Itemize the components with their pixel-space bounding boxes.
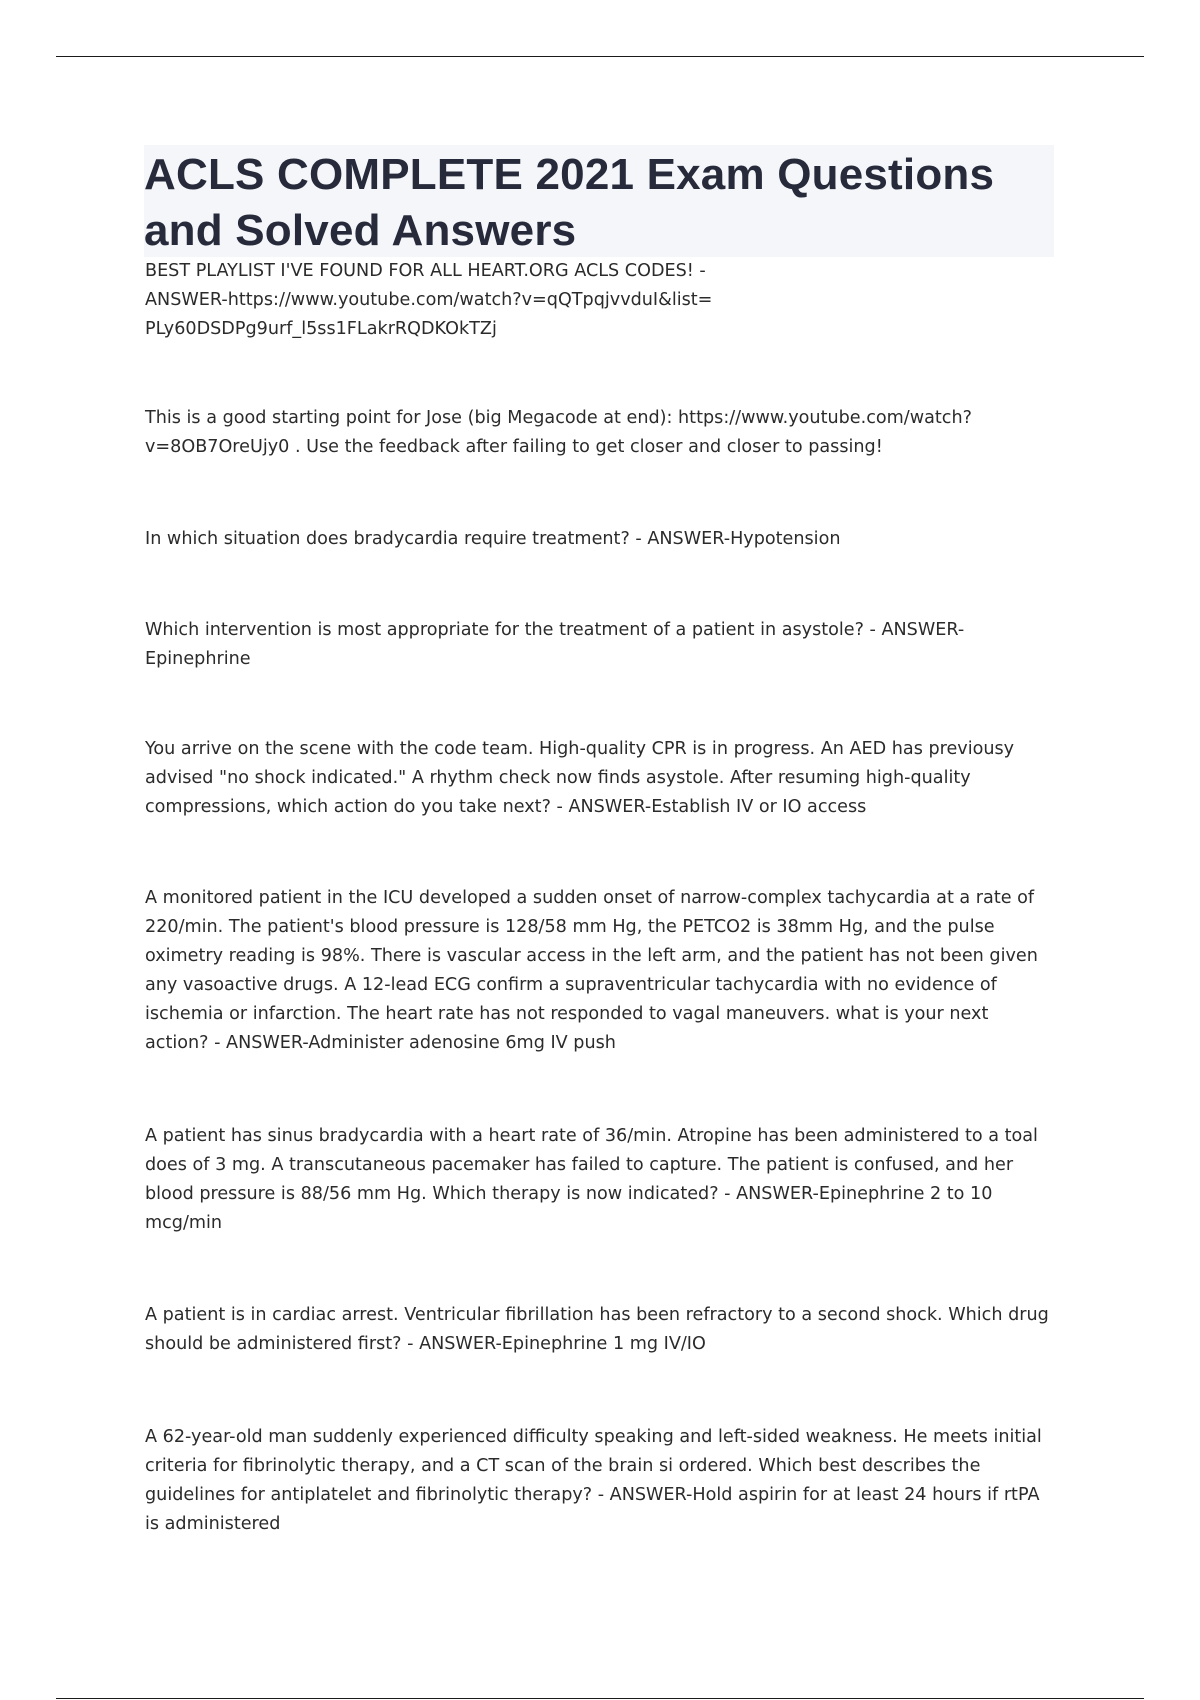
qa-entry-5	[145, 735, 1057, 822]
bottom-divider	[56, 1698, 1144, 1699]
question-text: A patient has sinus bradycardia with a heart rate of 36/min. Atropine has been administered to a toal does of 3 mg. A transcutaneous pacemaker has failed to capture. The patient is confused, and her blood pressure is 88/56 mm Hg. Which therapy is now indicated? -	[145, 1126, 1038, 1204]
question-text: In which situation does bradycardia require treatment? -	[145, 529, 642, 549]
question-text: A monitored patient in the ICU developed a sudden onset of narrow-complex tachycardia at a rate of 220/min. The patient's blood pressure is 128/58 mm Hg, the PETCO2 is 38mm Hg, and the pulse oximetry reading is 98%. There is vascular access in the left arm, and the patient has not been given any vasoactive drugs. A 12-lead ECG confirm a supraventricular tachycardia with no evidence of ischemia or infarction. The heart rate has not responded to vagal maneuvers. what is your next action? -	[145, 888, 1038, 1053]
qa-entry-1	[145, 257, 715, 344]
answer-text: ANSWER-Hypotension	[647, 529, 841, 549]
qa-entry-9	[145, 1423, 1057, 1539]
answer-text: ANSWER-Epinephrine 2 to 10 mcg/min	[145, 1184, 993, 1233]
top-divider	[56, 56, 1144, 57]
question-text: Which intervention is most appropriate for the treatment of a patient in asystole? -	[145, 620, 876, 640]
answer-text: ANSWER-Epinephrine	[145, 620, 965, 669]
qa-entry-3	[145, 525, 1057, 554]
question-text: A 62-year-old man suddenly experienced difficulty speaking and left-sided weakness. He meets initial criteria for fibrinolytic therapy, and a CT scan of the brain si ordered. Which best describes the guidelines for antiplatelet and fibrinolytic therapy? -	[145, 1427, 1042, 1505]
answer-text: ANSWER-Hold aspirin for at least 24 hours if rtPA is administered	[145, 1485, 1040, 1534]
document-title: ACLS COMPLETE 2021 Exam Questions and Solved Answers	[144, 150, 995, 255]
title-block	[144, 145, 1054, 257]
question-text: A patient is in cardiac arrest. Ventricular fibrillation has been refractory to a second shock. Which drug should be administered first? -	[145, 1305, 1049, 1354]
question-text: This is a good starting point for Jose (big Megacode at end): https://www.youtube.com/watch?v=8OB7OreUjy0 . Use the feedback after failing to get closer and closer to passing!	[145, 408, 972, 457]
qa-entry-7	[145, 1122, 1057, 1238]
answer-text: ANSWER-Administer adenosine 6mg IV push	[226, 1033, 616, 1053]
qa-entry-8	[145, 1301, 1057, 1359]
qa-entry-4	[145, 616, 1057, 674]
answer-text: ANSWER-Epinephrine 1 mg IV/IO	[419, 1334, 706, 1354]
question-text: BEST PLAYLIST I'VE FOUND FOR ALL HEART.ORG ACLS CODES! -	[145, 261, 706, 281]
answer-text: ANSWER-Establish IV or IO access	[568, 797, 867, 817]
qa-entry-2	[145, 404, 1057, 462]
answer-text: ANSWER-https://www.youtube.com/watch?v=qQTpqjvvduI&list=PLy60DSDPg9urf_l5ss1FLakrRQDKOkTZj	[145, 290, 713, 339]
qa-entry-6	[145, 884, 1057, 1058]
question-text: You arrive on the scene with the code team. High-quality CPR is in progress. An AED has previousy advised "no shock indicated." A rhythm check now finds asystole. After resuming high-quality compressions, which action do you take next? -	[145, 739, 1015, 817]
